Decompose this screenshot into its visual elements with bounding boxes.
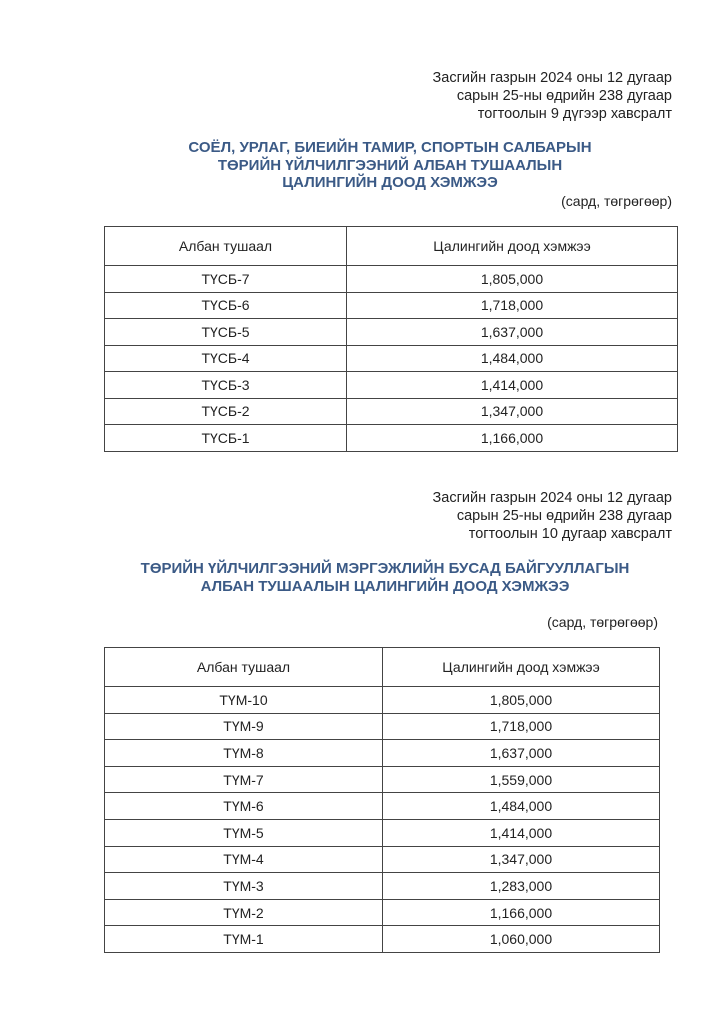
position-cell: ТҮМ-2 — [105, 899, 383, 926]
table-row — [105, 873, 660, 900]
table-row — [105, 345, 678, 372]
position-cell: ТҮМ-8 — [105, 740, 383, 767]
position-cell: ТҮСБ-6 — [105, 292, 347, 319]
salary-cell: 1,347,000 — [347, 398, 678, 425]
salary-cell: 1,060,000 — [383, 926, 660, 953]
table-header-row — [105, 227, 678, 266]
salary-table-1 — [104, 226, 678, 452]
salary-cell: 1,484,000 — [383, 793, 660, 820]
position-cell: ТҮМ-4 — [105, 846, 383, 873]
table-row — [105, 266, 678, 293]
salary-cell: 1,166,000 — [383, 899, 660, 926]
table-row — [105, 713, 660, 740]
position-cell: ТҮСБ-2 — [105, 398, 347, 425]
salary-cell: 1,414,000 — [383, 819, 660, 846]
table-row — [105, 319, 678, 346]
position-cell: ТҮМ-7 — [105, 766, 383, 793]
salary-table-2 — [104, 647, 660, 953]
position-cell: ТҮМ-9 — [105, 713, 383, 740]
salary-cell: 1,414,000 — [347, 372, 678, 399]
reference-line: Засгийн газрын 2024 оны 12 дугаар — [432, 490, 672, 506]
position-cell: ТҮМ-5 — [105, 819, 383, 846]
unit-note-1: (сард, төгрөгөөр) — [561, 193, 672, 209]
table-row — [105, 899, 660, 926]
table-row — [105, 425, 678, 452]
reference-line: тогтоолын 9 дүгээр хавсралт — [477, 106, 672, 122]
section-title-2 — [140, 560, 630, 595]
title-line: АЛБАН ТУШААЛЫН ЦАЛИНГИЙН ДООД ХЭМЖЭЭ — [200, 577, 570, 595]
section-title-1 — [170, 139, 610, 192]
position-cell: ТҮМ-10 — [105, 687, 383, 714]
reference-line: сарын 25-ны өдрийн 238 дугаар — [456, 508, 672, 524]
table-row — [105, 846, 660, 873]
title-line: ТӨРИЙН ҮЙЛЧИЛГЭЭНИЙ АЛБАН ТУШААЛЫН — [217, 156, 563, 174]
position-cell: ТҮСБ-4 — [105, 345, 347, 372]
reference-line: тогтоолын 10 дугаар хавсралт — [468, 526, 672, 542]
title-line: ЦАЛИНГИЙН ДООД ХЭМЖЭЭ — [282, 174, 498, 191]
table-row — [105, 372, 678, 399]
salary-cell: 1,718,000 — [347, 292, 678, 319]
reference-line: сарын 25-ны өдрийн 238 дугаар — [456, 88, 672, 104]
header-position: Албан тушаал — [105, 648, 383, 687]
position-cell: ТҮСБ-7 — [105, 266, 347, 293]
salary-cell: 1,166,000 — [347, 425, 678, 452]
table-row — [105, 926, 660, 953]
salary-cell: 1,283,000 — [383, 873, 660, 900]
salary-cell: 1,637,000 — [383, 740, 660, 767]
table-row — [105, 687, 660, 714]
salary-cell: 1,718,000 — [383, 713, 660, 740]
header-min-salary: Цалингийн доод хэмжээ — [347, 227, 678, 266]
table-header-row — [105, 648, 660, 687]
table-row — [105, 793, 660, 820]
salary-cell: 1,347,000 — [383, 846, 660, 873]
position-cell: ТҮМ-1 — [105, 926, 383, 953]
position-cell: ТҮМ-3 — [105, 873, 383, 900]
position-cell: ТҮМ-6 — [105, 793, 383, 820]
table-row — [105, 766, 660, 793]
table-row — [105, 819, 660, 846]
position-cell: ТҮСБ-1 — [105, 425, 347, 452]
header-position: Албан тушаал — [105, 227, 347, 266]
table-row — [105, 740, 660, 767]
position-cell: ТҮСБ-3 — [105, 372, 347, 399]
header-min-salary: Цалингийн доод хэмжээ — [383, 648, 660, 687]
salary-cell: 1,484,000 — [347, 345, 678, 372]
annex-reference-2 — [433, 489, 672, 543]
unit-note-2: (сард, төгрөгөөр) — [547, 614, 658, 630]
table-row — [105, 292, 678, 319]
annex-reference-1 — [433, 69, 672, 123]
salary-cell: 1,805,000 — [383, 687, 660, 714]
salary-cell: 1,559,000 — [383, 766, 660, 793]
title-line: ТӨРИЙН ҮЙЛЧИЛГЭЭНИЙ МЭРГЭЖЛИЙН БУСАД БАЙГУУЛЛАГЫН — [140, 560, 630, 577]
table-row — [105, 398, 678, 425]
salary-cell: 1,805,000 — [347, 266, 678, 293]
salary-cell: 1,637,000 — [347, 319, 678, 346]
reference-line: Засгийн газрын 2024 оны 12 дугаар — [432, 70, 672, 86]
title-line: СОЁЛ, УРЛАГ, БИЕИЙН ТАМИР, СПОРТЫН САЛБАРЫН — [188, 139, 592, 156]
position-cell: ТҮСБ-5 — [105, 319, 347, 346]
